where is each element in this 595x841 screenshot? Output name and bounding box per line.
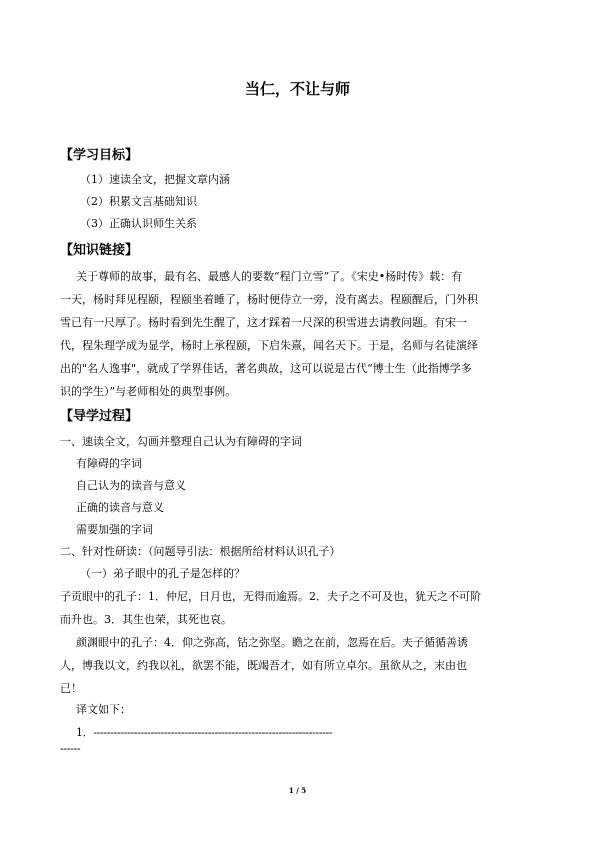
answer-blank-line: ------ — [60, 742, 81, 755]
process-line: 一、速读全文，勾画并整理自己认为有障碍的字词 — [60, 435, 302, 448]
paragraph-line: 出的"名人逸事"，就成了学界佳话，著名典故，这可以说是古代“博士生（此指博学多 — [60, 362, 472, 375]
page-title: 当仁，不让与师 — [244, 80, 350, 98]
process-line: 人，博我以文，约我以礼，欲罢不能，既竭吾才，如有所立卓尔。虽欲从之，末由也 — [60, 659, 467, 672]
paragraph-line: 识的学生）”与老师相处的典型事例。 — [60, 385, 237, 398]
page-number: 1 / 5 — [288, 786, 307, 795]
process-line: 已！ — [60, 682, 82, 695]
process-line: 而升也。3．其生也荣，其死也哀。 — [60, 613, 232, 626]
goal-item: （2）积累文言基础知识 — [80, 195, 197, 208]
process-line: 正确的读音与意义 — [76, 501, 164, 514]
process-line: 有障碍的字词 — [76, 457, 142, 470]
goal-item: （3）正确认识师生关系 — [80, 217, 197, 230]
process-line: 子贡眼中的孔子：1．仲尼，日月也，无得而逾焉。2．夫子之不可及也，犹天之不可阶 — [60, 590, 481, 603]
paragraph-line: 关于尊师的故事，最有名、最感人的要数“程门立雪”了。《宋史•杨时传》载：有 — [76, 270, 463, 283]
section-heading-link: 【知识链接】 — [60, 243, 139, 258]
process-line: 自己认为的读音与意义 — [76, 479, 186, 492]
paragraph-line: 一天，杨时拜见程颐，程颐坐着睡了，杨时便侍立一旁，没有离去。程颐醒后，门外积 — [60, 293, 478, 306]
section-heading-goals: 【学习目标】 — [60, 148, 139, 163]
section-heading-process: 【导学过程】 — [60, 409, 139, 424]
process-line: （一）弟子眼中的孔子是怎样的？ — [80, 567, 245, 580]
process-line: 二、针对性研读：（问题导引法：根据所给材料认识孔子） — [60, 545, 341, 558]
paragraph-line: 雪已有一尺厚了。杨时看到先生醒了，这才踩着一尺深的积雪进去请教问题。有宋一 — [60, 316, 467, 329]
paragraph-line: 代，程朱理学成为显学，杨时上承程颐，下启朱熹，闻名天下。于是，名师与名徒演绎 — [60, 339, 478, 352]
process-line: 译文如下： — [76, 703, 131, 716]
goal-item: （1）速读全文，把握文章内涵 — [80, 173, 230, 186]
process-line: 颜渊眼中的孔子：4．仰之弥高，钻之弥坚。瞻之在前，忽焉在后。夫子循循善诱 — [76, 636, 468, 649]
process-line: 需要加强的字词 — [76, 523, 153, 536]
answer-blank-line: 1．----------------------------------------------------------------------- — [76, 726, 333, 739]
